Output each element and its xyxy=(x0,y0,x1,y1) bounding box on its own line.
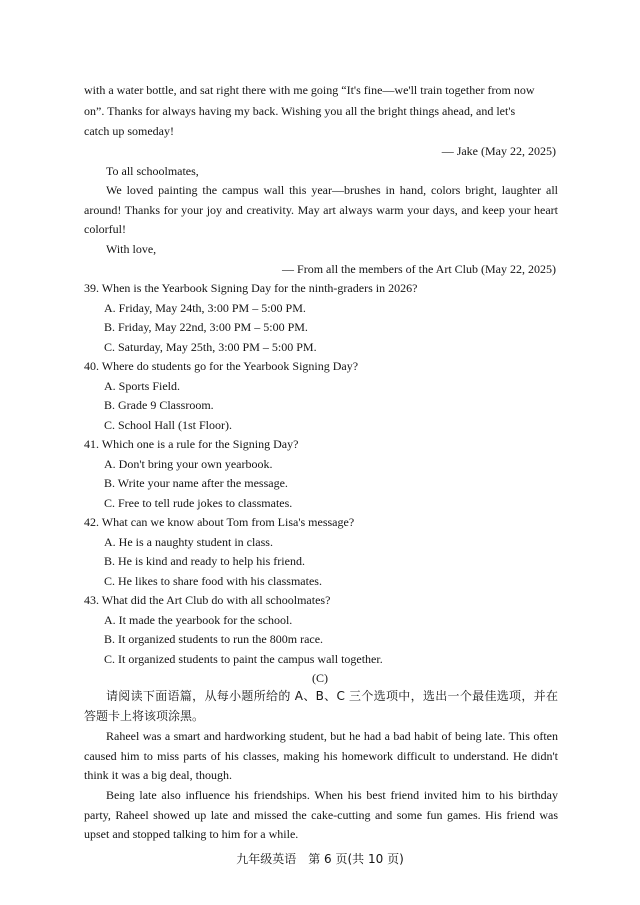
question-40-option-a[interactable]: A. Sports Field. xyxy=(104,379,181,393)
letter1-line-2: on”. Thanks for always having my back. Wishing you all the bright things ahead, and let's xyxy=(84,104,516,118)
letter2-closing: With love, xyxy=(106,242,157,256)
question-42-option-a[interactable]: A. He is a naughty student in class. xyxy=(104,535,273,549)
question-39-option-a[interactable]: A. Friday, May 24th, 3:00 PM – 5:00 PM. xyxy=(104,301,306,315)
question-40: 40. Where do students go for the Yearbook Signing Day? xyxy=(84,359,359,373)
letter1-line-3: catch up someday! xyxy=(84,124,174,138)
question-43-option-b[interactable]: B. It organized students to run the 800m race. xyxy=(104,632,324,646)
letter1-line-1: with a water bottle, and sat right there with me going “It's fine—we'll train together from now xyxy=(84,83,535,97)
page-footer: 九年级英语 第 6 页(共 10 页) xyxy=(236,852,404,866)
question-43-option-a[interactable]: A. It made the yearbook for the school. xyxy=(104,613,293,627)
question-41-option-b[interactable]: B. Write your name after the message. xyxy=(104,476,288,490)
letter2-greeting: To all schoolmates, xyxy=(106,164,199,178)
section-c-heading: (C) xyxy=(312,671,328,685)
question-39: 39. When is the Yearbook Signing Day for the ninth-graders in 2026? xyxy=(84,281,418,295)
question-43-option-c[interactable]: C. It organized students to paint the campus wall together. xyxy=(104,652,383,666)
section-c-paragraph-1: Raheel was a smart and hardworking student, but he had a bad habit of being late. This often caused him to miss parts of his classes, making his homework difficult to understand. He didn't think it was a big deal, though. xyxy=(84,729,558,783)
question-40-option-c[interactable]: C. School Hall (1st Floor). xyxy=(104,418,232,432)
section-c-instruction: 请阅读下面语篇，从每小题所给的 A、B、C 三个选项中，选出一个最佳选项，并在答题卡上将该项涂黑。 xyxy=(84,689,558,723)
section-c-paragraph-2: Being late also influence his friendships. When his best friend invited him to his birthday party, Raheel showed up late and missed the cake-cutting and some fun games. His friend was upset and stopped talking to him for a while. xyxy=(84,788,558,842)
question-40-option-b[interactable]: B. Grade 9 Classroom. xyxy=(104,398,214,412)
letter1-signature: — Jake (May 22, 2025) xyxy=(441,144,556,158)
question-39-option-c[interactable]: C. Saturday, May 25th, 3:00 PM – 5:00 PM. xyxy=(104,340,317,354)
question-41: 41. Which one is a rule for the Signing Day? xyxy=(84,437,299,451)
question-42-option-b[interactable]: B. He is kind and ready to help his friend. xyxy=(104,554,305,568)
question-42-option-c[interactable]: C. He likes to share food with his classmates. xyxy=(104,574,322,588)
letter2-signature: — From all the members of the Art Club (May 22, 2025) xyxy=(282,262,556,276)
question-41-option-c[interactable]: C. Free to tell rude jokes to classmates. xyxy=(104,496,293,510)
letter2-body: We loved painting the campus wall this year—brushes in hand, colors bright, laughter all around! Thanks for your joy and creativity. May art always warm your days, and keep your heart colorful! xyxy=(84,183,558,237)
question-39-option-b[interactable]: B. Friday, May 22nd, 3:00 PM – 5:00 PM. xyxy=(104,320,308,334)
question-43: 43. What did the Art Club do with all schoolmates? xyxy=(84,593,331,607)
question-41-option-a[interactable]: A. Don't bring your own yearbook. xyxy=(104,457,273,471)
question-42: 42. What can we know about Tom from Lisa's message? xyxy=(84,515,355,529)
